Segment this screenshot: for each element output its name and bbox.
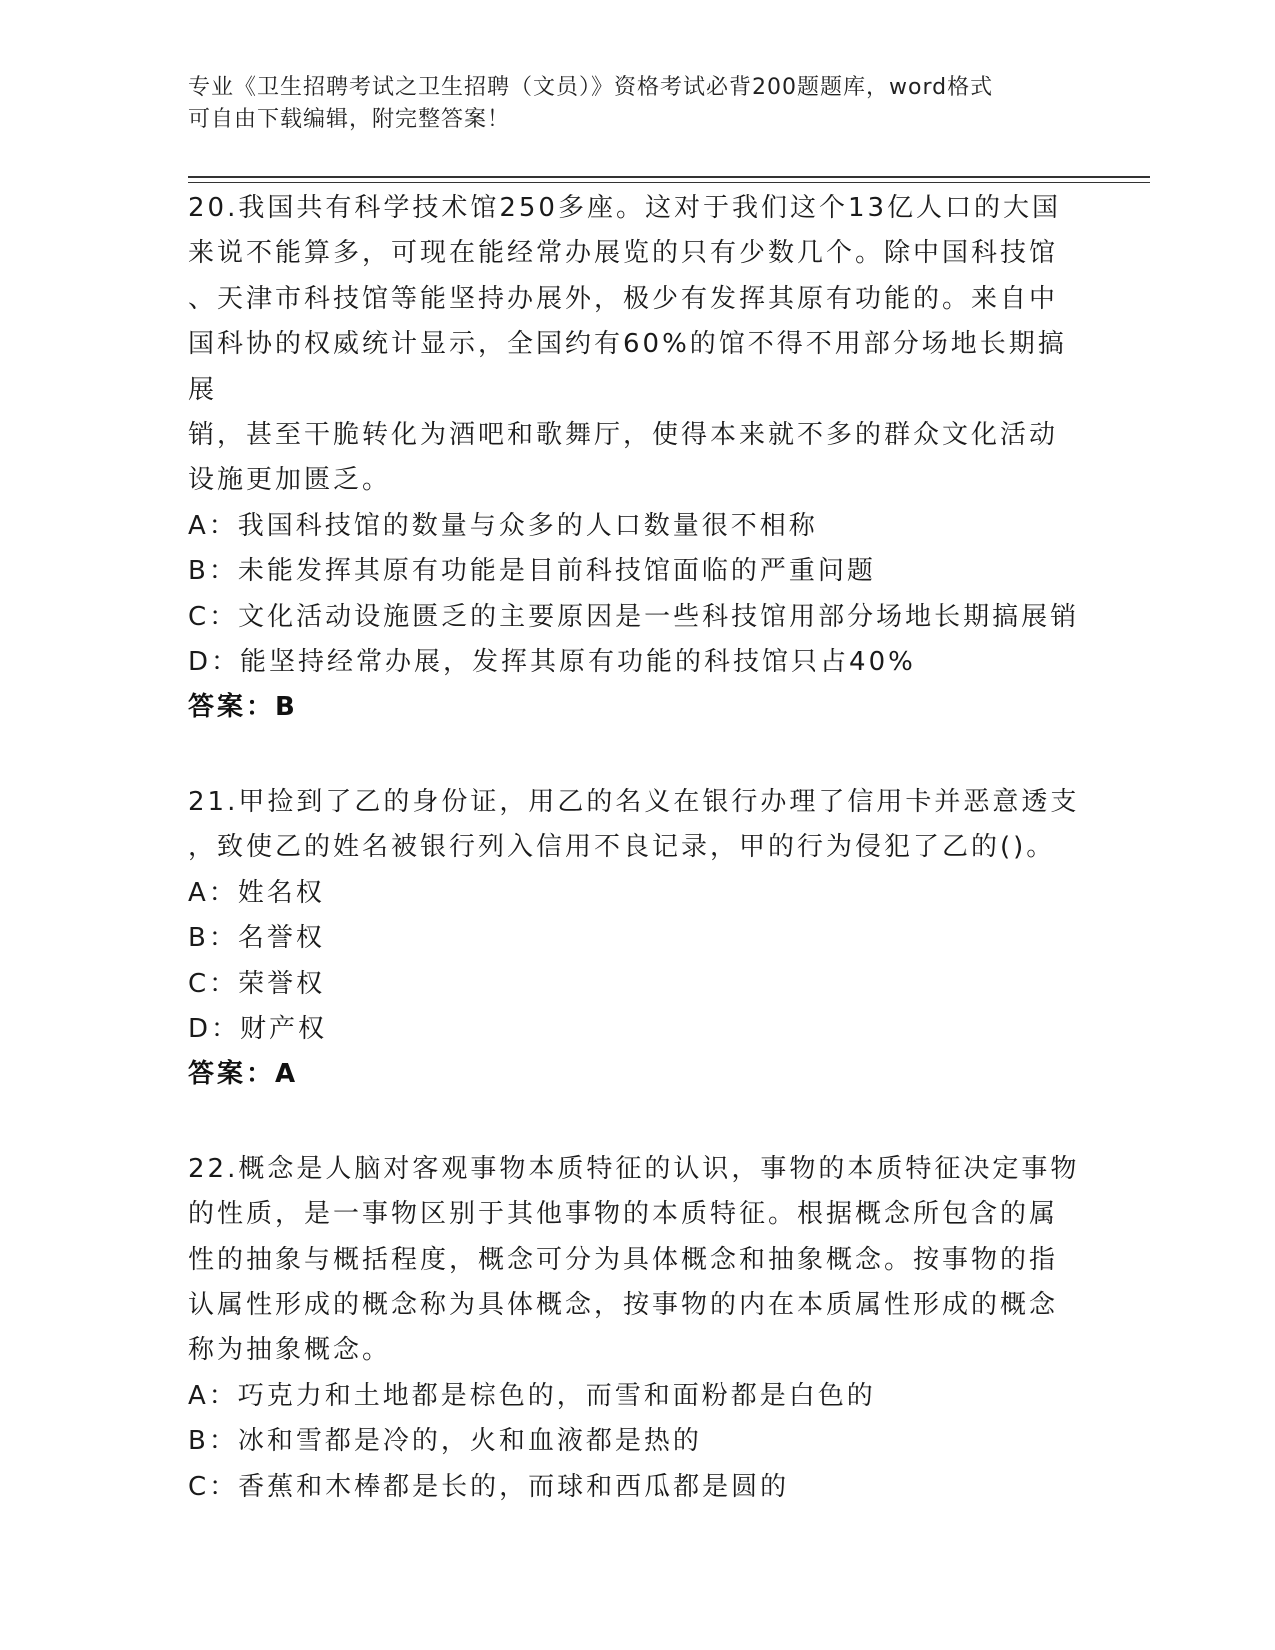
question-stem	[188, 1147, 1088, 1374]
stem-line: 认属性形成的概念称为具体概念，按事物的内在本质属性形成的概念	[188, 1289, 1059, 1320]
answer-label: 答案：A	[188, 1059, 299, 1090]
question-20	[188, 186, 1088, 731]
stem-line: 销，甚至干脆转化为酒吧和歌舞厅，使得本来就不多的群众文化活动	[188, 420, 1059, 451]
option-d: D：能坚持经常办展，发挥其原有功能的科技馆只占40%	[188, 647, 916, 678]
answer-label: 答案：B	[188, 692, 298, 723]
stem-line: 、天津市科技馆等能坚持办展外，极少有发挥其原有功能的。来自中	[188, 283, 1059, 314]
stem-line: ，致使乙的姓名被银行列入信用不良记录，甲的行为侵犯了乙的()。	[188, 832, 1056, 863]
stem-line: 的性质，是一事物区别于其他事物的本质特征。根据概念所包含的属	[188, 1199, 1059, 1230]
stem-line: 22.概念是人脑对客观事物本质特征的认识，事物的本质特征决定事物	[188, 1153, 1080, 1184]
stem-line: 20.我国共有科学技术馆250多座。这对于我们这个13亿人口的大国	[188, 193, 1062, 223]
option-b: B：未能发挥其原有功能是目前科技馆面临的严重问题	[188, 556, 876, 587]
option-a: A：我国科技馆的数量与众多的人口数量很不相称	[188, 510, 818, 541]
document-header	[188, 72, 1088, 136]
option-c: C：荣誉权	[188, 968, 326, 999]
header-line-2: 可自由下载编辑，附完整答案！	[188, 107, 511, 132]
stem-line: 来说不能算多，可现在能经常办展览的只有少数几个。除中国科技馆	[188, 238, 1059, 269]
option-b: B：名誉权	[188, 923, 325, 954]
header-line-1: 专业《卫生招聘考试之卫生招聘（文员）》资格考试必背200题题库，word格式	[188, 75, 994, 100]
question-stem	[188, 780, 1088, 871]
option-a: A：巧克力和土地都是棕色的，而雪和面粉都是白色的	[188, 1380, 876, 1411]
stem-line: 国科协的权威统计显示，全国约有60%的馆不得不用部分场地长期搞展	[188, 329, 1067, 405]
stem-line: 21.甲捡到了乙的身份证，用乙的名义在银行办理了信用卡并恶意透支	[188, 786, 1080, 817]
question-spacer	[188, 731, 1088, 780]
header-divider-thin	[188, 182, 1150, 183]
option-a: A：姓名权	[188, 877, 325, 908]
option-c: C：文化活动设施匮乏的主要原因是一些科技馆用部分场地长期搞展销	[188, 601, 1080, 632]
option-c: C：香蕉和木棒都是长的，而球和西瓜都是圆的	[188, 1471, 790, 1502]
stem-line: 设施更加匮乏。	[188, 465, 392, 496]
question-22	[188, 1147, 1088, 1510]
option-d: D：财产权	[188, 1013, 328, 1044]
header-divider-thick	[188, 176, 1150, 178]
stem-line: 性的抽象与概括程度，概念可分为具体概念和抽象概念。按事物的指	[188, 1244, 1059, 1275]
question-list	[188, 186, 1088, 1510]
question-spacer	[188, 1098, 1088, 1147]
option-b: B：冰和雪都是冷的，火和血液都是热的	[188, 1426, 702, 1457]
stem-line: 称为抽象概念。	[188, 1335, 392, 1366]
question-stem	[188, 186, 1088, 504]
question-21	[188, 780, 1088, 1098]
